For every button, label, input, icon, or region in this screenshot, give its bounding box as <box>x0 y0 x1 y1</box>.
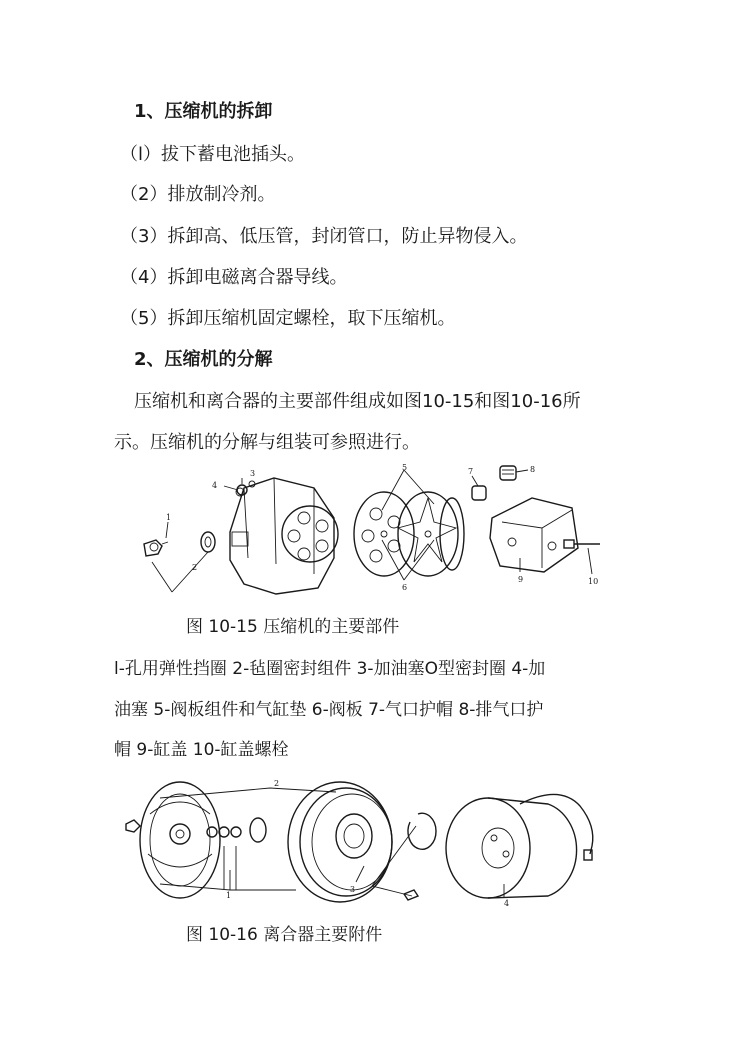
snap-ring-part <box>144 540 168 556</box>
figure1-legend-line3: 帽 9-缸盖 10-缸盖螺栓 <box>114 740 289 760</box>
clutch-pulley-part <box>288 782 392 902</box>
port-cap-part <box>472 466 516 500</box>
fig1-label-2: 2 <box>192 563 198 572</box>
step-2: （2）排放制冷剂。 <box>120 184 276 205</box>
figure1-caption: 图 10-15 压缩机的主要部件 <box>186 617 400 637</box>
fig1-label-8: 8 <box>530 465 536 474</box>
fig2-label-1: 1 <box>226 891 232 900</box>
step-3: （3）拆卸高、低压管，封闭管口，防止异物侵入。 <box>120 226 528 247</box>
clutch-parts-figure <box>120 774 620 914</box>
fig1-label-10: 10 <box>588 577 599 586</box>
fig2-label-3: 3 <box>350 885 356 894</box>
clutch-hub-part <box>140 782 220 898</box>
fig1-label-3: 3 <box>250 469 256 478</box>
shim-washers-part <box>207 818 266 842</box>
section2-heading: 2、压缩机的分解 <box>134 349 273 370</box>
felt-seal-part <box>201 532 215 552</box>
step-4: （4）拆卸电磁离合器导线。 <box>120 267 348 288</box>
fig1-label-5: 5 <box>402 463 408 472</box>
fig1-label-4: 4 <box>212 481 218 490</box>
field-coil-part <box>446 794 593 898</box>
fig1-label-7: 7 <box>468 467 474 476</box>
figure2-caption: 图 10-16 离合器主要附件 <box>186 925 383 945</box>
fig1-label-1: 1 <box>166 513 172 522</box>
step-1: （l）拔下蓄电池插头。 <box>120 144 305 165</box>
fig2-label-4: 4 <box>504 899 510 908</box>
fig2-label-2: 2 <box>274 779 280 788</box>
compressor-body-part <box>230 478 338 594</box>
figure1-legend-line1: l-孔用弹性挡圈 2-毡圈密封组件 3-加油塞O型密封圈 4-加 <box>114 659 546 679</box>
valve-plate-part <box>398 492 458 576</box>
valve-plate-gasket-part <box>354 492 414 576</box>
section2-paragraph-line1: 压缩机和离合器的主要部件组成如图10-15和图10-16所 <box>134 391 581 412</box>
section1-heading: 1、压缩机的拆卸 <box>134 101 273 122</box>
fig1-label-9: 9 <box>518 575 524 584</box>
pulley-snap-ring-part <box>404 813 436 900</box>
compressor-parts-figure <box>132 462 612 597</box>
step-5: （5）拆卸压缩机固定螺栓，取下压缩机。 <box>120 308 456 329</box>
section2-paragraph-line2: 示。压缩机的分解与组装可参照进行。 <box>114 432 420 453</box>
fig1-label-6: 6 <box>402 583 408 592</box>
hub-bolt-part <box>126 820 140 832</box>
figure1-legend-line2: 油塞 5-阀板组件和气缸垫 6-阀板 7-气口护帽 8-排气口护 <box>114 700 544 720</box>
cylinder-bolt-part <box>564 540 600 548</box>
cylinder-head-part <box>490 498 578 572</box>
